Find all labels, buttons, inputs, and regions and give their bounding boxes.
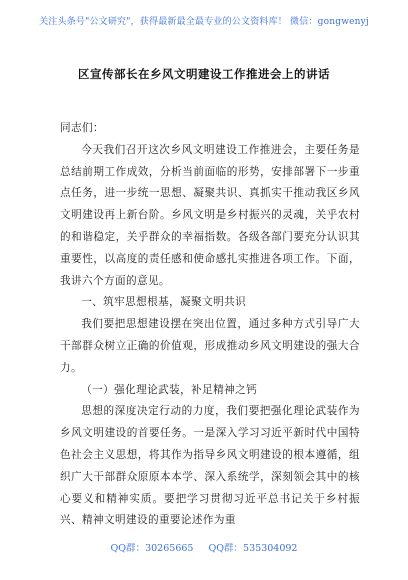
header-banner: 关注头条号"公文研究"，获得最新最全最专业的公文资料库！ 微信：gongwenyj [39,17,369,27]
paragraph-intro: 今天我们召开这次乡风文明建设工作推进会，主要任务是总结前期工作成效，分析当前面临的形势，安排部署下一步重点任务，进一步统一思想、凝聚共识、真抓实干推动我区乡风文明建设再上新台阶。乡风文明是乡村振兴的灵魂，关乎农村的和谐稳定，关乎群众的幸福指数。各级各部门要充分认识其重要性，以高度的责任感和使命感扎实推进各项工作。下面，我讲六个方面的意见。 [60,143,360,287]
qq-group-2: QQ群：535304092 [208,543,298,554]
paragraph-section-1: 我们要把思想建设摆在突出位置，通过多种方式引导广大干部群众树立正确的价值观，形成推动乡风文明建设的强大合力。 [60,318,360,374]
document-title: 区宣传部长在乡风文明建设工作推进会上的讲话 [78,67,330,81]
salutation: 同志们： [60,122,104,134]
document-body [60,118,360,532]
subsection-heading-1: （一）强化理论武装，补足精神之钙 [81,383,258,396]
paragraph-subsection-1: 思想的深度决定行动的力度，我们要把强化理论武装作为乡风文明建设的首要任务。一是深入学习习近平新时代中国特色社会主义思想，将其作为指导乡风文明建设的根本遵循，组织广大干部群众原原本本学、深入系统学，深刻领会其中的核心要义和精神实质。要把学习贯彻习近平总书记关于乡村振兴、精神文明建设的重要论述作为重 [60,405,360,527]
footer-contact [0,540,408,554]
qq-group-1: QQ群：30265665 [110,543,194,554]
section-heading-1: 一、筑牢思想根基，凝聚文明共识 [81,296,247,309]
